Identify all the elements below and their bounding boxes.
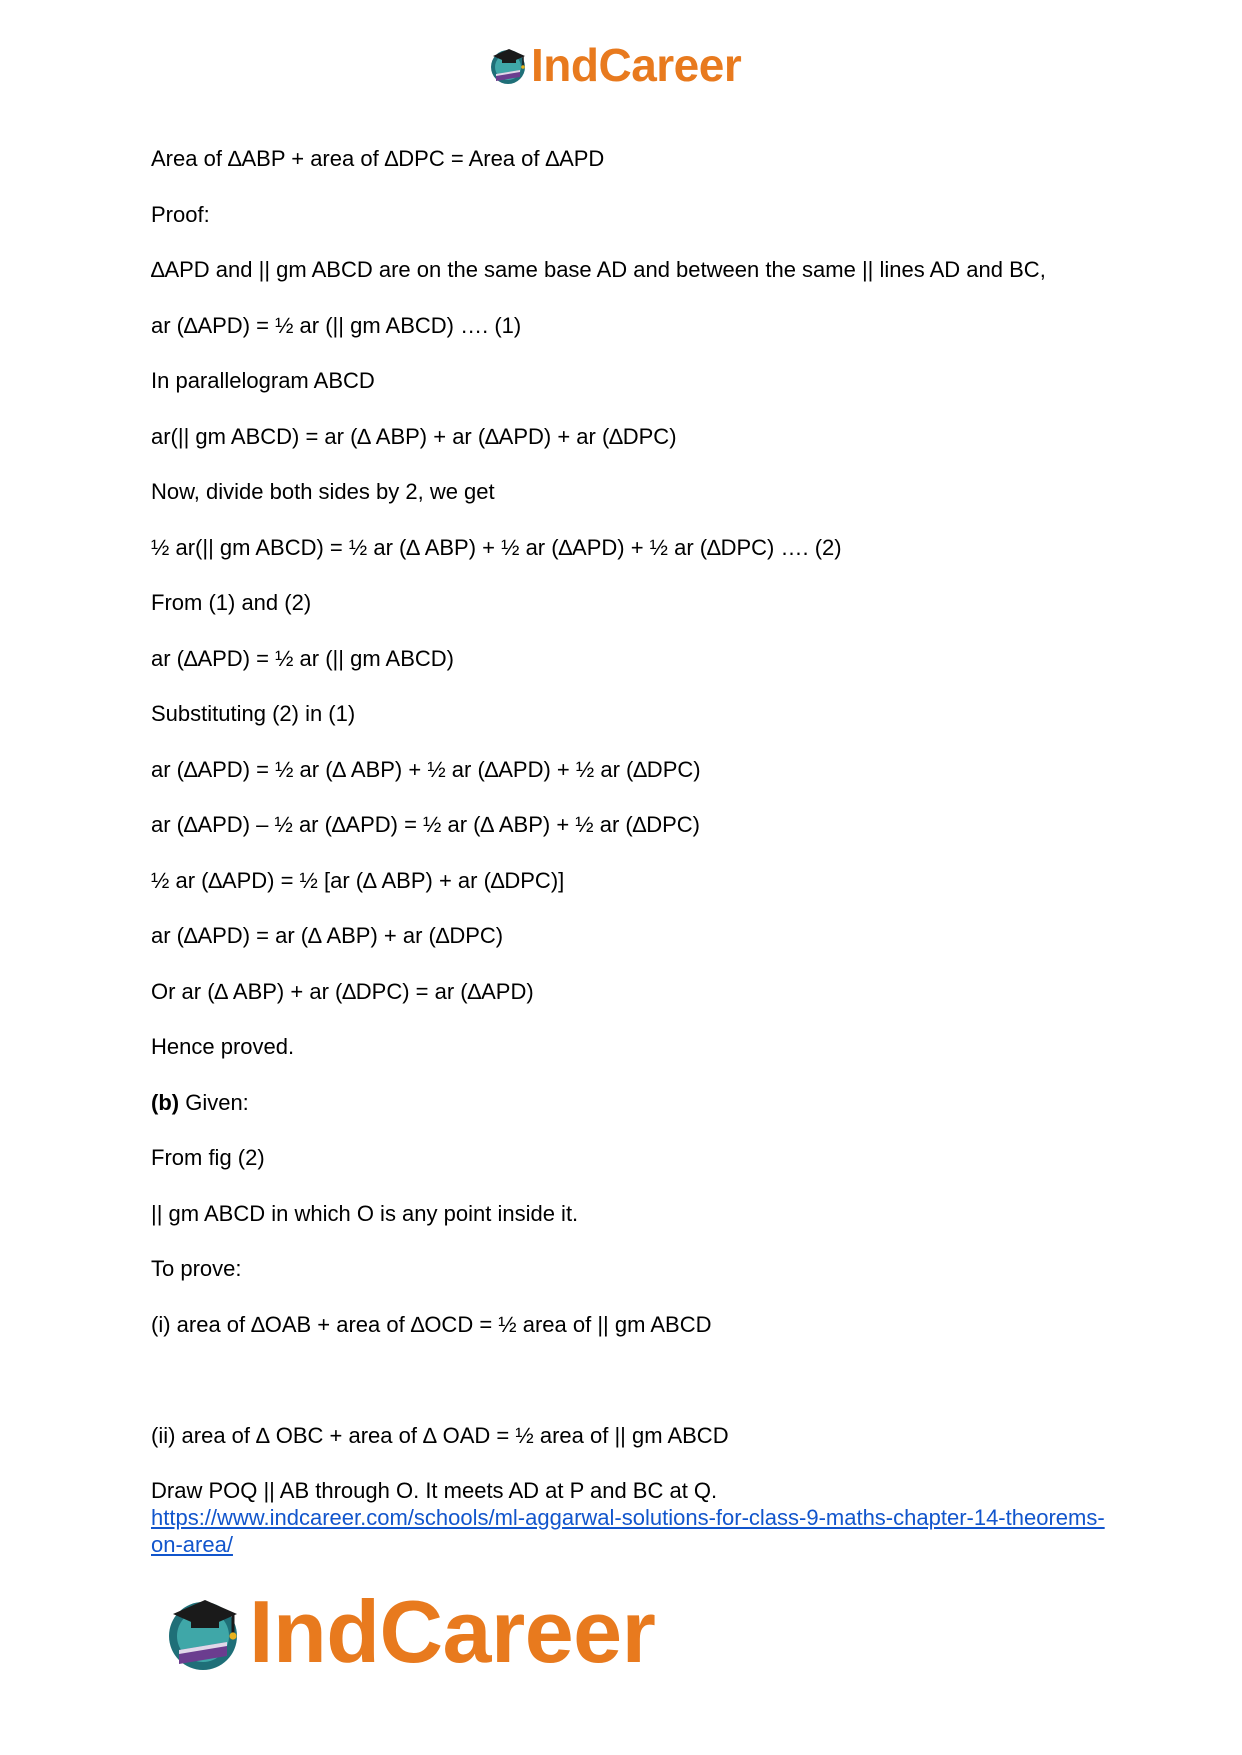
source-link[interactable]: https://www.indcareer.com/schools/ml-aggarwal-solutions-for-class-9-maths-chapter-14-theorems-on-area/: [151, 1505, 1105, 1557]
text-line: To prove:: [151, 1256, 242, 1281]
graduation-cap-book-globe-icon: [487, 44, 529, 86]
text-line: Hence proved.: [151, 1034, 295, 1059]
text-line: (ii) area of ∆ OBC + area of ∆ OAD = ½ area of || gm ABCD: [151, 1422, 729, 1448]
text-line: From fig (2): [151, 1145, 265, 1170]
graduation-cap-book-globe-icon: [161, 1590, 245, 1674]
part-b-label: (b): [151, 1089, 180, 1115]
footer-logo: [161, 1582, 656, 1681]
text-line: ar (∆APD) – ½ ar (∆APD) = ½ ar (∆ ABP) + ½ ar (∆DPC): [151, 812, 700, 837]
text-line: ∆APD and || gm ABCD are on the same base AD and between the same || lines AD and BC,: [151, 257, 1046, 282]
text-line: ar(|| gm ABCD) = ar (∆ ABP) + ar (∆APD) + ar (∆DPC): [151, 423, 677, 449]
text-line: ½ ar (∆APD) = ½ [ar (∆ ABP) + ar (∆DPC)]: [151, 867, 565, 893]
text-line: From (1) and (2): [151, 590, 312, 615]
text-line: Now, divide both sides by 2, we get: [151, 479, 495, 504]
header-logo: [487, 40, 741, 90]
text-line: ar (∆APD) = ar (∆ ABP) + ar (∆DPC): [151, 923, 504, 948]
text-line: Proof:: [151, 201, 210, 227]
header-logo-text: IndCareer: [531, 39, 742, 91]
text-line: (i) area of ∆OAB + area of ∆OCD = ½ area of || gm ABCD: [151, 1311, 712, 1337]
text-line: ar (∆APD) = ½ ar (∆ ABP) + ½ ar (∆APD) + ½ ar (∆DPC): [151, 756, 701, 782]
part-b-given: Given:: [179, 1089, 249, 1115]
text-line: In parallelogram ABCD: [151, 368, 375, 393]
text-line: Draw POQ || AB through O. It meets AD at P and BC at Q.: [151, 1478, 718, 1503]
text-line: ar (∆APD) = ½ ar (|| gm ABCD) …. (1): [151, 312, 522, 338]
text-line: Substituting (2) in (1): [151, 701, 356, 726]
text-line: Area of ∆ABP + area of ∆DPC = Area of ∆APD: [151, 146, 605, 171]
part-b-heading: [151, 1090, 1111, 1116]
footer-logo-text: IndCareer: [249, 1582, 656, 1681]
document-body: [151, 146, 1111, 1558]
text-line: ar (∆APD) = ½ ar (|| gm ABCD): [151, 645, 455, 671]
text-line: ½ ar(|| gm ABCD) = ½ ar (∆ ABP) + ½ ar (∆APD) + ½ ar (∆DPC) …. (2): [151, 534, 842, 560]
text-line: Or ar (∆ ABP) + ar (∆DPC) = ar (∆APD): [151, 978, 534, 1004]
text-line: || gm ABCD in which O is any point inside it.: [151, 1200, 579, 1226]
